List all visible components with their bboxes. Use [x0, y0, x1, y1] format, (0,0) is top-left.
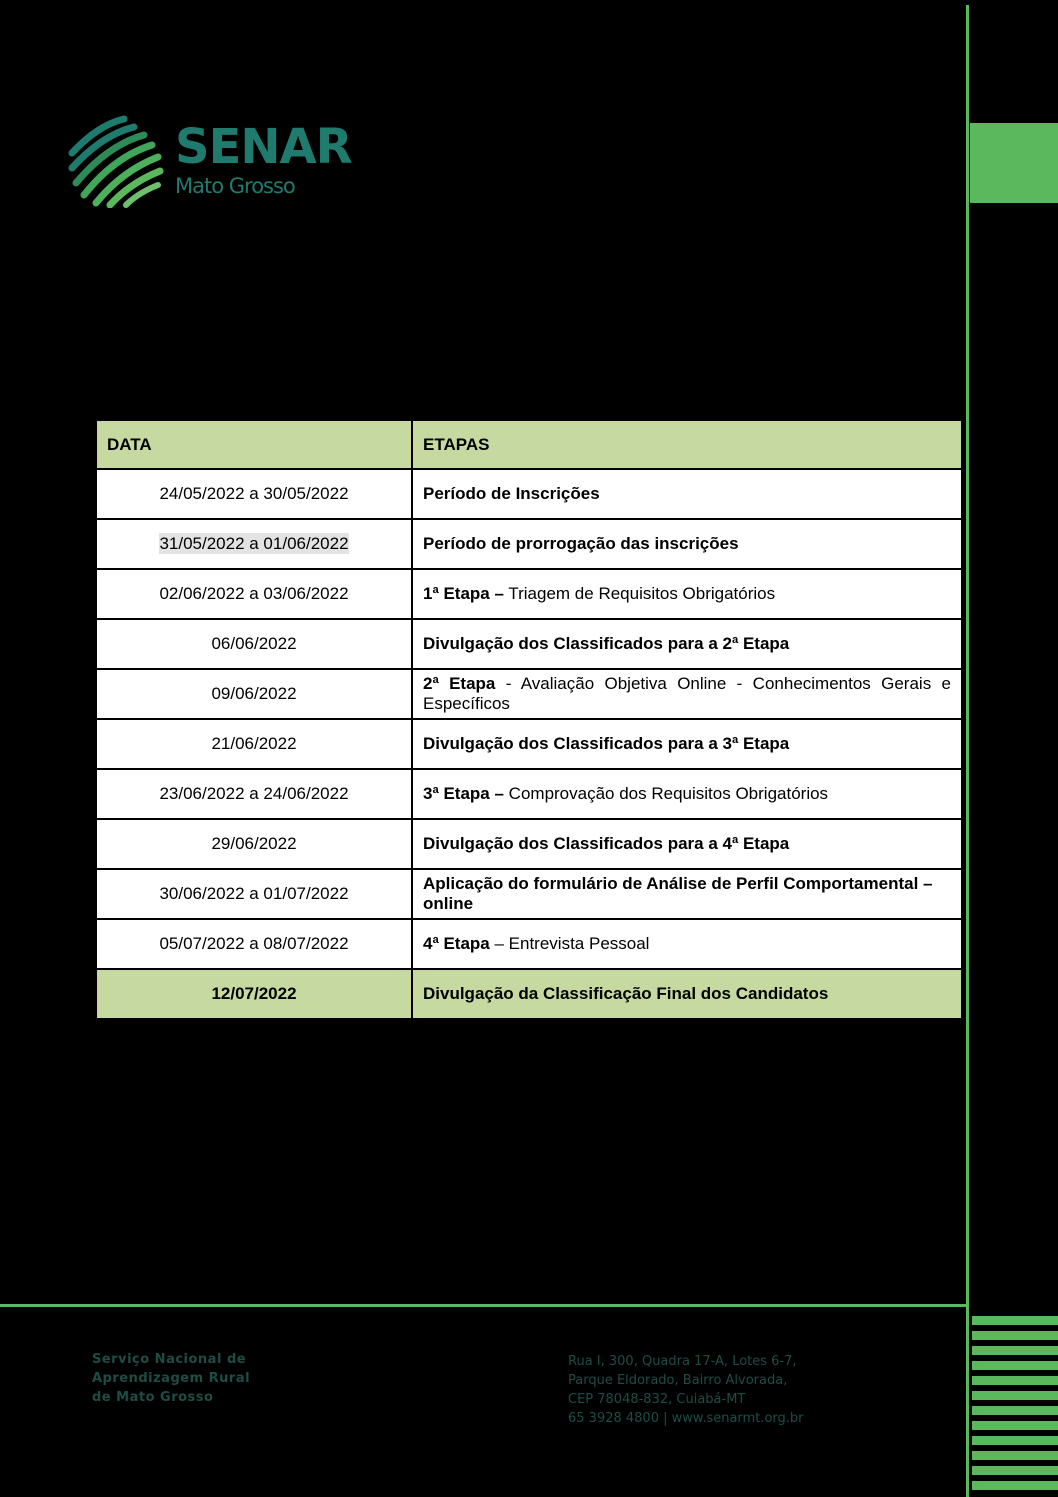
logo-title: SENAR	[175, 119, 352, 175]
row-stage: 3ª Etapa – Comprovação dos Requisitos Obrigatórios	[412, 769, 962, 819]
row-date: 31/05/2022 a 01/06/2022	[96, 519, 412, 569]
table-header-row	[96, 420, 962, 469]
table-row	[96, 469, 962, 519]
row-stage: 2ª Etapa - Avaliação Objetiva Online - Conhecimentos Gerais e Específicos	[412, 669, 962, 719]
row-stage: Período de Inscrições	[412, 469, 962, 519]
table-row	[96, 619, 962, 669]
right-border-line	[966, 5, 969, 1497]
footer-address: Rua I, 300, Quadra 17-A, Lotes 6-7, Parque Eldorado, Bairro Alvorada, CEP 78048-832, Cuiabá-MT 65 3928 4800 | www.senarmt.org.br	[568, 1354, 804, 1426]
schedule-table	[95, 419, 963, 1020]
row-stage: Divulgação dos Classificados para a 4ª Etapa	[412, 819, 962, 869]
row-date: 06/06/2022	[96, 619, 412, 669]
row-date: 02/06/2022 a 03/06/2022	[96, 569, 412, 619]
header-etapas: ETAPAS	[412, 420, 962, 469]
senar-logo	[68, 113, 358, 208]
header-data: DATA	[96, 420, 412, 469]
row-stage: Divulgação da Classificação Final dos Candidatos	[412, 969, 962, 1019]
footer-organization: Serviço Nacional de Aprendizagem Rural de Mato Grosso	[92, 1352, 251, 1405]
table-row-final	[96, 969, 962, 1019]
row-stage: Divulgação dos Classificados para a 2ª Etapa	[412, 619, 962, 669]
row-date: 12/07/2022	[96, 969, 412, 1019]
row-date: 09/06/2022	[96, 669, 412, 719]
row-date: 05/07/2022 a 08/07/2022	[96, 919, 412, 969]
row-date: 29/06/2022	[96, 819, 412, 869]
right-green-tab	[970, 123, 1058, 203]
row-stage: Divulgação dos Classificados para a 3ª Etapa	[412, 719, 962, 769]
footer-stripes	[972, 1316, 1058, 1497]
table-row	[96, 769, 962, 819]
row-stage: 4ª Etapa – Entrevista Pessoal	[412, 919, 962, 969]
row-date: 24/05/2022 a 30/05/2022	[96, 469, 412, 519]
footer-divider	[0, 1304, 968, 1307]
table-row	[96, 519, 962, 569]
row-stage: Período de prorrogação das inscrições	[412, 519, 962, 569]
logo-subtitle: Mato Grosso	[175, 174, 295, 198]
row-date: 21/06/2022	[96, 719, 412, 769]
table-row	[96, 569, 962, 619]
table-row	[96, 869, 962, 919]
table-row	[96, 719, 962, 769]
row-date: 23/06/2022 a 24/06/2022	[96, 769, 412, 819]
row-stage: 1ª Etapa – Triagem de Requisitos Obrigatórios	[412, 569, 962, 619]
table-row	[96, 919, 962, 969]
row-stage: Aplicação do formulário de Análise de Perfil Comportamental – online	[412, 869, 962, 919]
leaf-arcs-icon	[68, 113, 168, 208]
row-date: 30/06/2022 a 01/07/2022	[96, 869, 412, 919]
table-row	[96, 819, 962, 869]
table-row	[96, 669, 962, 719]
